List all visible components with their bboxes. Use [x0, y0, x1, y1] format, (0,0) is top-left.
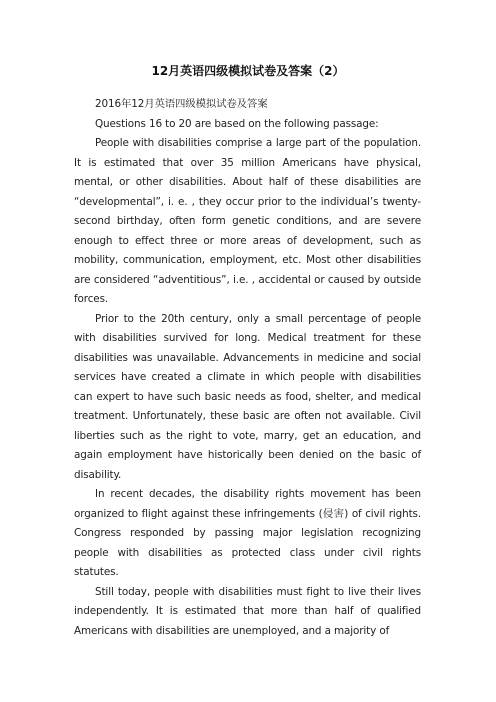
questions-intro: Questions 16 to 20 are based on the following passage: — [95, 117, 379, 130]
paragraph-3: In recent decades, the disability rights movement has been organized to flight against these infringements (侵害) of civil rights. Congress responded by passing major legislation recognizing people with disabilities as protected class under civil rights statutes. — [74, 488, 421, 578]
paragraph-2: Prior to the 20th century, only a small percentage of people with disabilities survived for long. Medical treatment for these disabilities was unavailable. Advancements in medicine and social services have created a climate in which people with disabilities can expert to have such basic needs as food, shelter, and medical treatment. Unfortunately, these basic are often not available. Civil liberties such as the right to vote, marry, get an education, and again employment have historically been denied on the basic of disability. — [74, 312, 421, 481]
document-body — [74, 95, 421, 641]
subtitle-line: 2016年12月英语四级模拟试卷及答案 — [95, 98, 268, 110]
document-title: 12月英语四级模拟试卷及答案（2） — [151, 64, 345, 78]
paragraph-1: People with disabilities comprise a large part of the population. It is estimated that over 35 million Americans have physical, mental, or other disabilities. About half of these disabilities are “developmental”, i. e. , they occur prior to the individual’s twenty-second birthday, often form genetic conditions, and are severe enough to effect three or more areas of development, such as mobility, communication, employment, etc. Most other disabilities are considered “adventitious”, i.e. , accidental or caused by outside forces. — [74, 137, 421, 305]
paragraph-4: Still today, people with disabilities must fight to live their lives independently. It is estimated that more than half of qualified Americans with disabilities are unemployed, and a majority of — [74, 585, 421, 637]
